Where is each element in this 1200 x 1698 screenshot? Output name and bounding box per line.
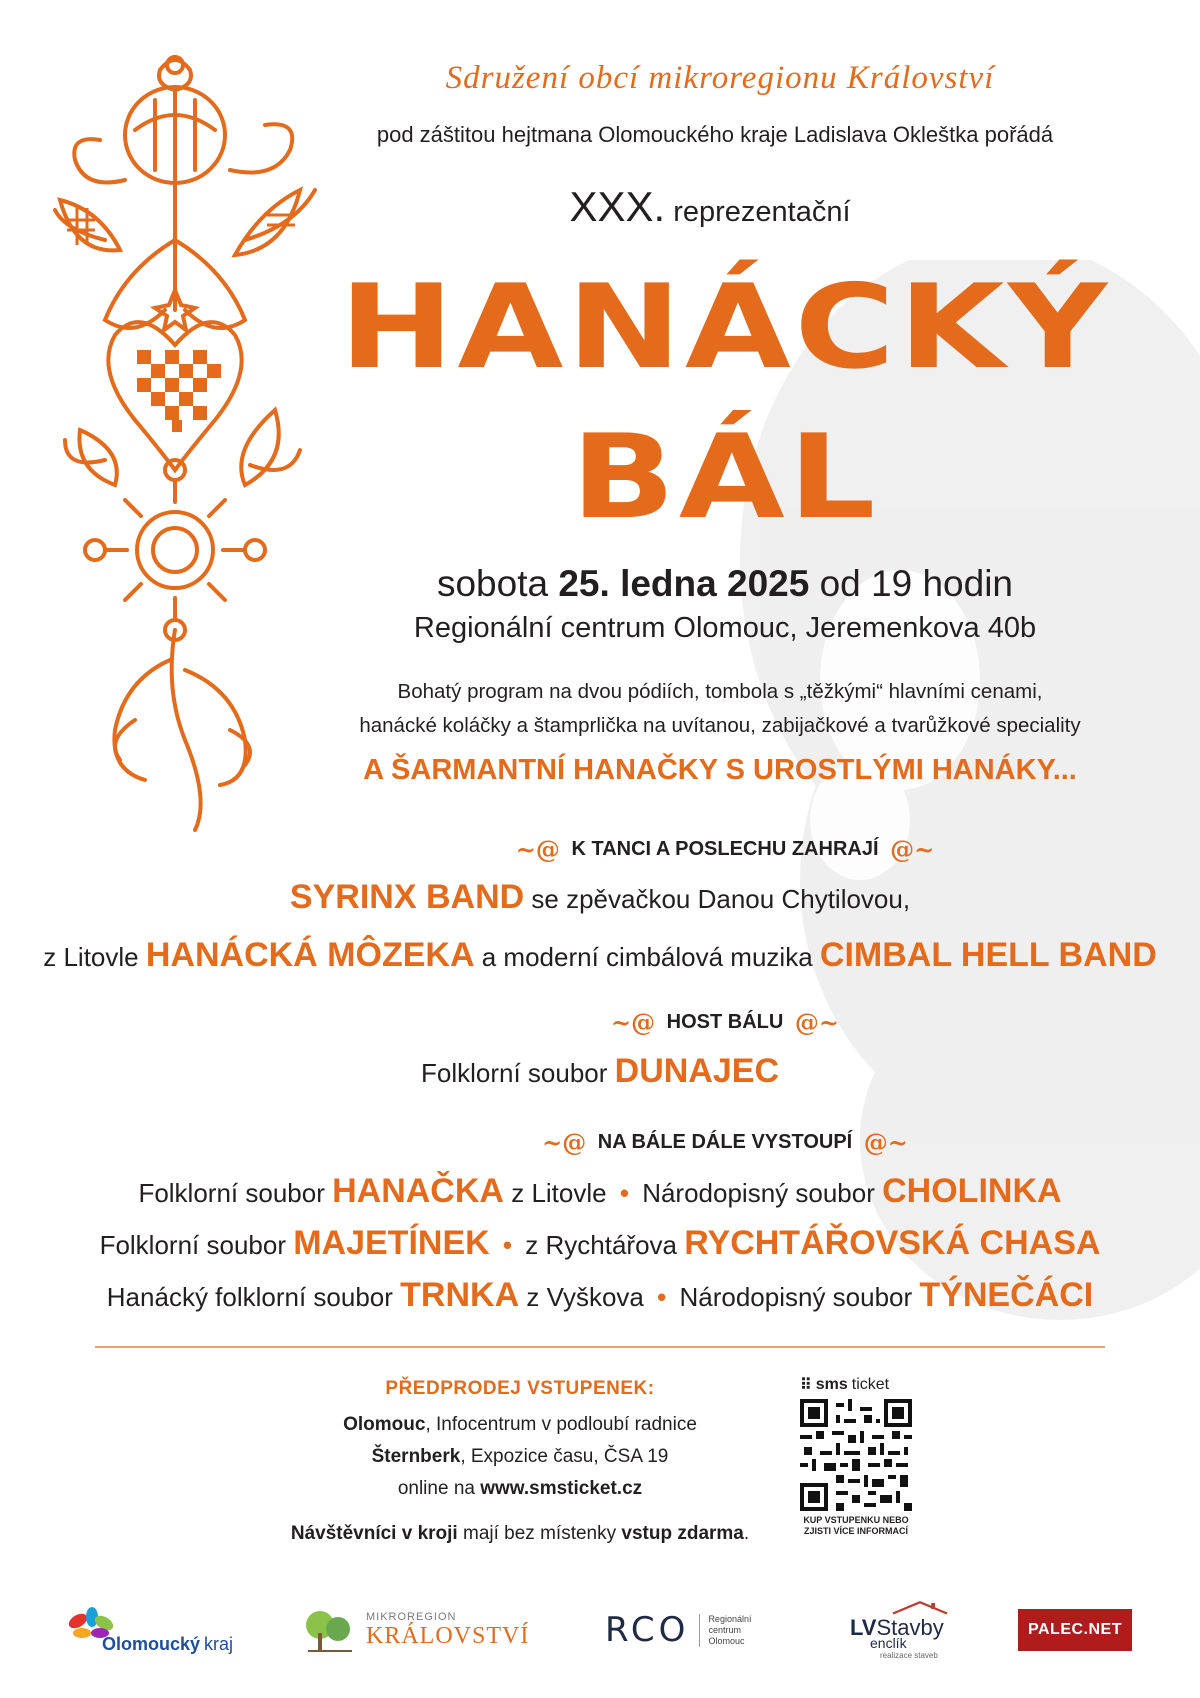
rco-caption-line: Olomouc xyxy=(708,1635,745,1646)
description-line-2: hanácké koláčky a štamprlička na uvítanou, zabijačkové a tvarůžkové speciality xyxy=(359,714,1081,737)
presale-location-2 xyxy=(260,1446,780,1468)
guest-name: DUNAJEC xyxy=(614,1052,779,1090)
online-link[interactable]: www.smsticket.cz xyxy=(480,1478,643,1499)
guest-heading xyxy=(300,1008,1150,1037)
performer-prefix: Folklorní soubor xyxy=(99,1230,286,1260)
palec-net-text: PALEC.NET xyxy=(1018,1609,1132,1651)
smsticket-brand xyxy=(800,1375,920,1395)
presale-place: , Infocentrum v podloubí radnice xyxy=(425,1414,697,1435)
mikroregion-kralovstvi-logo[interactable] xyxy=(300,1600,550,1660)
qr-caption xyxy=(800,1515,912,1537)
performer-name: RYCHTÁŘOVSKÁ CHASA xyxy=(684,1224,1101,1262)
swirl-left-icon: ~@ xyxy=(542,1128,587,1157)
mikroregion-small-text: MIKROREGION xyxy=(366,1610,457,1623)
edition-number: XXX. xyxy=(569,183,666,230)
stavby-tagline-text: realizace staveb xyxy=(880,1651,938,1660)
swirl-left-icon: ~@ xyxy=(610,1008,656,1037)
band-2-name: HANÁCKÁ MÔZEKA xyxy=(145,936,475,974)
event-description xyxy=(290,675,1150,743)
rco-caption-line: centrum xyxy=(708,1624,741,1635)
guest-line xyxy=(30,1052,1170,1091)
date-suffix: od 19 hodin xyxy=(819,563,1013,604)
rco-caption xyxy=(699,1614,751,1647)
performer-name: CHOLINKA xyxy=(882,1172,1062,1210)
title-line-2: BÁL xyxy=(570,410,880,545)
stavby-venclik-logo[interactable] xyxy=(850,1600,1000,1660)
performers-row-1 xyxy=(30,1172,1170,1211)
title-line-1: HANÁCKÝ xyxy=(339,260,1111,395)
event-venue: Regionální centrum Olomouc, Jeremenkova 40b xyxy=(413,612,1037,644)
performers-heading-text: NA BÁLE DÁLE VYSTOUPÍ xyxy=(597,1130,853,1153)
swirl-right-icon: @~ xyxy=(863,1128,908,1157)
bullet-separator: • xyxy=(502,1230,513,1260)
presale-place: , Expozice času, ČSA 19 xyxy=(460,1446,669,1467)
costume-note-end: . xyxy=(743,1523,750,1544)
sponsor-logos xyxy=(0,1600,1200,1670)
smsticket-qr-block[interactable] xyxy=(800,1375,920,1537)
date-value: 25. ledna 2025 xyxy=(558,563,810,604)
costume-note-bold: Návštěvníci v kroji xyxy=(290,1523,458,1544)
stavby-sub-text: enclík xyxy=(870,1635,907,1651)
presale-city: Olomouc xyxy=(343,1414,426,1435)
palec-net-logo[interactable] xyxy=(1020,1600,1130,1660)
qr-code-icon xyxy=(800,1399,912,1511)
performers-heading xyxy=(300,1128,1150,1157)
divider-line xyxy=(95,1346,1105,1348)
rco-logo-text: RCO xyxy=(605,1610,690,1650)
presale-location-1 xyxy=(260,1414,780,1436)
performer-suffix: z Vyškova xyxy=(526,1282,644,1312)
performer-prefix: Národopisný soubor xyxy=(679,1282,913,1312)
brand-suffix: ticket xyxy=(851,1376,890,1393)
guest-heading-text: HOST BÁLU xyxy=(666,1010,784,1033)
edition-word: reprezentační xyxy=(673,196,851,228)
performer-name: TRNKA xyxy=(400,1276,520,1314)
swirl-left-icon: ~@ xyxy=(515,835,560,864)
music-heading xyxy=(300,835,1150,864)
swirl-right-icon: @~ xyxy=(890,835,935,864)
music-line-2 xyxy=(30,936,1170,975)
band-1-name: SYRINX BAND xyxy=(289,878,525,916)
bullet-separator: • xyxy=(657,1282,667,1312)
presale-city: Šternberk xyxy=(371,1446,461,1467)
olomoucky-kraj-logo[interactable] xyxy=(60,1600,250,1660)
brand-prefix: sms xyxy=(815,1376,848,1393)
performer-prefix: z Rychtářova xyxy=(525,1230,677,1260)
guest-prefix: Folklorní soubor xyxy=(420,1058,608,1088)
costume-note xyxy=(260,1523,780,1545)
edition-line xyxy=(350,183,1070,231)
mikroregion-big-text: KRÁLOVSTVÍ xyxy=(366,1622,530,1649)
swirl-right-icon: @~ xyxy=(794,1008,839,1037)
performer-name: HANAČKA xyxy=(332,1172,504,1210)
description-line-1: Bohatý program na dvou pódiích, tombola s „těžkými“ hlavními cenami, xyxy=(397,680,1043,703)
performer-suffix: z Litovle xyxy=(511,1178,607,1208)
stavby-name-text: Stavby xyxy=(876,1615,944,1640)
stavby-lv-text: LV xyxy=(850,1615,877,1640)
costume-note-text: mají bez místenky xyxy=(463,1523,617,1544)
presale-title: PŘEDPRODEJ VSTUPENEK: xyxy=(385,1378,655,1399)
music-line-1 xyxy=(30,878,1170,917)
tree-logo-icon xyxy=(300,1605,360,1655)
performer-prefix: Folklorní soubor xyxy=(138,1178,325,1208)
performers-row-3 xyxy=(30,1276,1170,1315)
bullet-separator: • xyxy=(619,1178,629,1208)
music-heading-text: K TANCI A POSLECHU ZAHRAJÍ xyxy=(571,837,879,860)
house-roof-icon xyxy=(880,1600,960,1615)
performer-name: TÝNEČÁCI xyxy=(919,1276,1094,1314)
band-2-text: a moderní cimbálová muzika xyxy=(481,942,813,972)
event-date xyxy=(340,563,1110,605)
qr-caption-line: KUP VSTUPENKU NEBO xyxy=(803,1515,909,1525)
band-3-name: CIMBAL HELL BAND xyxy=(819,936,1157,974)
performer-name: MAJETÍNEK xyxy=(293,1224,490,1262)
online-prefix: online na xyxy=(397,1478,475,1499)
rco-logo[interactable] xyxy=(605,1600,795,1660)
presale-online xyxy=(260,1478,780,1500)
event-slogan: A ŠARMANTNÍ HANAČKY S UROSTLÝMI HANÁKY... xyxy=(363,754,1077,786)
performers-row-2 xyxy=(30,1224,1170,1263)
band-1-text: se zpěvačkou Danou Chytilovou, xyxy=(531,884,911,914)
organizer-tagline: Sdružení obcí mikroregionu Království xyxy=(445,60,995,96)
qr-caption-line: ZJISTI VÍCE INFORMACÍ xyxy=(803,1526,908,1536)
olomoucky-kraj-text: Olomoucký xyxy=(102,1633,201,1654)
performer-prefix: Národopisný soubor xyxy=(642,1178,875,1208)
patron-line: pod záštitou hejtmana Olomouckého kraje Ladislava Okleštka pořádá xyxy=(376,122,1054,147)
performer-prefix: Hanácký folklorní soubor xyxy=(106,1282,393,1312)
band-2-prefix: z Litovle xyxy=(43,942,139,972)
rco-caption-line: Regionální xyxy=(708,1613,752,1624)
costume-note-bold: vstup zdarma xyxy=(621,1523,744,1544)
date-prefix: sobota xyxy=(436,563,549,604)
olomoucky-kraj-text: kraj xyxy=(204,1633,234,1654)
smsticket-icon: ⠿ xyxy=(800,1377,812,1394)
